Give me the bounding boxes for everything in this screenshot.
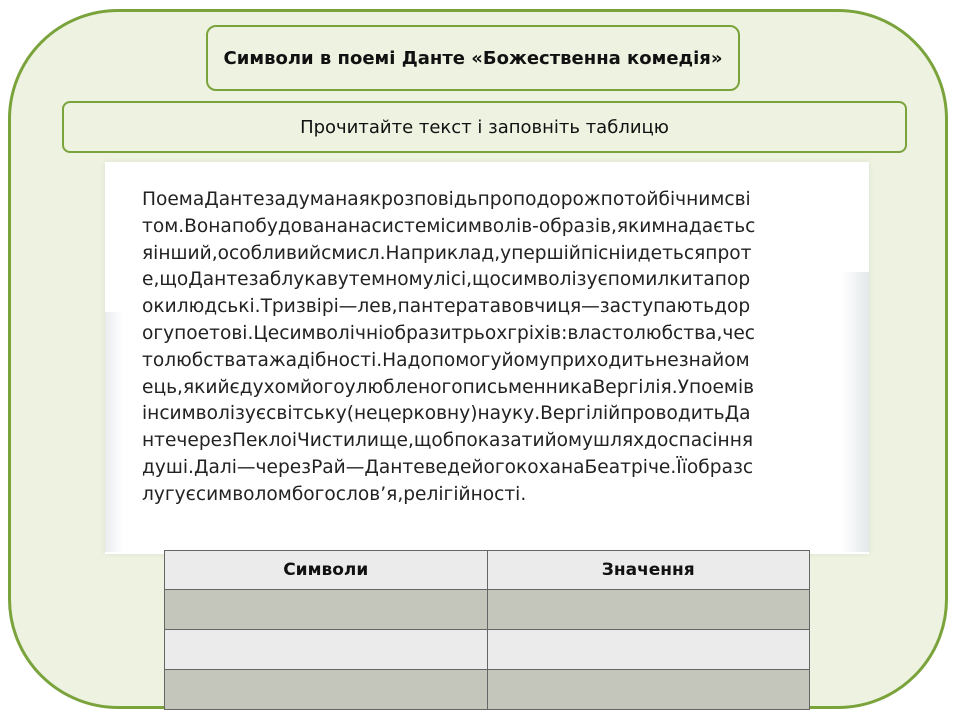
table-cell-symbol[interactable] [165, 590, 488, 630]
table-cell-meaning[interactable] [487, 630, 810, 670]
table-header-row [165, 551, 810, 590]
passage-line: інсимволізуєсвітську(нецерковну)науку.ВергілійпроводитьДа [142, 403, 751, 425]
title-box [206, 25, 740, 91]
instruction-box [62, 101, 907, 153]
table-row [165, 670, 810, 710]
passage-line: нтечерезПеклоіЧистилище,щобпоказатийомушляхдоспасіння [142, 430, 754, 452]
symbols-table-wrap [164, 550, 810, 706]
table-cell-meaning[interactable] [487, 590, 810, 630]
column-header-meaning: Значення [487, 551, 810, 590]
passage-line: е,щоДантезаблукавутемномулісі,щосимволізуєпомилкитапор [142, 269, 751, 291]
passage-line: душі.Далі—черезРай—ДантеведейогокоханаБеатріче.Їїобразс [142, 456, 754, 478]
passage-line: ець,якийєдухомйогоулюбленогописьменникаВергілія.Упоемів [142, 376, 755, 398]
passage-panel [105, 162, 869, 554]
table-cell-symbol[interactable] [165, 630, 488, 670]
table-cell-symbol[interactable] [165, 670, 488, 710]
panel-edge-left [105, 312, 123, 552]
slide-title: Символи в поемі Данте «Божественна комедія» [223, 47, 723, 69]
passage-line: том.Вонапобудовананасистемісимволів-образів,якимнадаєтьс [142, 215, 756, 237]
table-row [165, 590, 810, 630]
passage-line: толюбстватажадібності.Надопомогуйомуприходитьнезнайом [142, 349, 750, 371]
passage-line: лугуєсимволомбогослов’я,релігійності. [142, 483, 527, 505]
passage-line: огупоетові.Цесимволічніобразитрьохгріхів:властолюбства,чес [142, 322, 756, 344]
table-cell-meaning[interactable] [487, 670, 810, 710]
passage-line: окилюдські.Тризвірі—лев,пантератавовчиця—заступаютьдор [142, 296, 751, 318]
symbols-table [164, 550, 810, 710]
table-row [165, 630, 810, 670]
instruction-text: Прочитайте текст і заповніть таблицю [300, 116, 669, 138]
column-header-symbols: Символи [165, 551, 488, 590]
passage-line: яінший,особливийсмисл.Наприклад,упершійпісніидетьсяпрот [142, 242, 752, 264]
passage-line: ПоемаДантезадуманаякрозповідьпроподорожпотойбічнимсві [142, 189, 751, 210]
passage-text [142, 187, 862, 509]
